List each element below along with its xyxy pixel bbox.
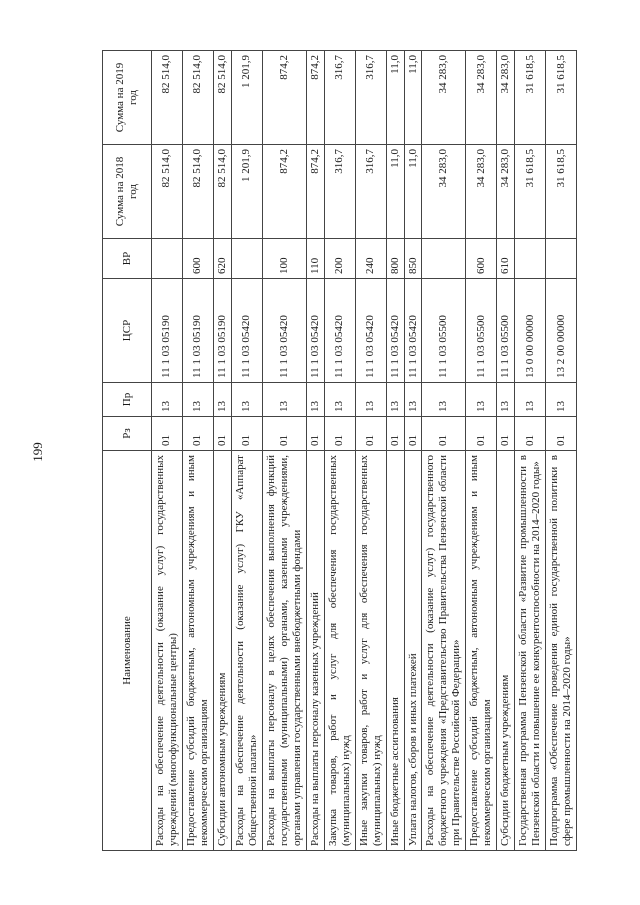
cell-name: Субсидии автономным учреждениям — [213, 451, 231, 851]
cell-sum-2018: 82 514,0 — [182, 145, 213, 239]
cell-rz: 01 — [497, 417, 515, 451]
header-rz: Рз — [103, 417, 152, 451]
cell-name: Расходы на обеспечение деятельности (оказание услуг) государственного бюджетного учреждения «Представительство Правительства Пензенской области при Правительстве Российской Федерации» — [422, 451, 466, 851]
cell-name: Уплата налогов, сборов и иных платежей — [404, 451, 422, 851]
cell-pr: 13 — [466, 383, 497, 417]
cell-rz: 01 — [231, 417, 262, 451]
cell-pr: 13 — [213, 383, 231, 417]
cell-rz: 01 — [386, 417, 404, 451]
cell-sum-2019: 316,7 — [324, 51, 355, 145]
table-row — [262, 51, 306, 851]
cell-sum-2018: 874,2 — [306, 145, 324, 239]
cell-sum-2018: 11,0 — [386, 145, 404, 239]
cell-vr — [231, 239, 262, 279]
cell-pr: 13 — [324, 383, 355, 417]
cell-rz: 01 — [182, 417, 213, 451]
cell-name: Предоставление субсидий бюджетным, автономным учреждениям и иным некоммерческим организациям — [466, 451, 497, 851]
cell-csr: 11 1 03 05500 — [497, 279, 515, 383]
table-row — [386, 51, 404, 851]
header-csr: ЦСР — [103, 279, 152, 383]
cell-sum-2018: 316,7 — [355, 145, 386, 239]
table-row — [404, 51, 422, 851]
cell-rz: 01 — [262, 417, 306, 451]
cell-csr: 11 1 03 05500 — [422, 279, 466, 383]
cell-name: Расходы на выплаты персоналу казенных учреждений — [306, 451, 324, 851]
table-row — [355, 51, 386, 851]
cell-vr: 800 — [386, 239, 404, 279]
cell-rz: 01 — [466, 417, 497, 451]
cell-name: Субсидии бюджетным учреждениям — [497, 451, 515, 851]
cell-csr: 11 1 03 05190 — [213, 279, 231, 383]
header-pr: Пр — [103, 383, 152, 417]
cell-csr: 13 2 00 00000 — [546, 279, 577, 383]
cell-sum-2019: 874,2 — [306, 51, 324, 145]
cell-pr: 13 — [497, 383, 515, 417]
cell-vr: 240 — [355, 239, 386, 279]
cell-sum-2018: 316,7 — [324, 145, 355, 239]
cell-rz: 01 — [422, 417, 466, 451]
cell-sum-2019: 1 201,9 — [231, 51, 262, 145]
cell-sum-2019: 34 283,0 — [422, 51, 466, 145]
cell-pr: 13 — [231, 383, 262, 417]
cell-rz: 01 — [152, 417, 183, 451]
cell-sum-2019: 34 283,0 — [466, 51, 497, 145]
cell-vr — [515, 239, 546, 279]
cell-csr: 11 1 03 05420 — [306, 279, 324, 383]
cell-vr — [422, 239, 466, 279]
cell-csr: 11 1 03 05190 — [182, 279, 213, 383]
cell-name: Государственная программа Пензенской области «Развитие промышленности в Пензенской области и повышение ее конкурентоспособности на 2014–2020 годы» — [515, 451, 546, 851]
cell-sum-2019: 31 618,5 — [515, 51, 546, 145]
cell-rz: 01 — [213, 417, 231, 451]
cell-name: Расходы на обеспечение деятельности (оказание услуг) государственных учреждений (многофункциональные центры) — [152, 451, 183, 851]
cell-rz: 01 — [324, 417, 355, 451]
cell-csr: 11 1 03 05190 — [152, 279, 183, 383]
cell-sum-2018: 82 514,0 — [152, 145, 183, 239]
cell-name: Расходы на выплаты персоналу в целях обеспечения выполнения функций государственными (муниципальными) органами, казенными учреждениями, органами управления государственными внебюджетными фондами — [262, 451, 306, 851]
cell-sum-2018: 1 201,9 — [231, 145, 262, 239]
cell-pr: 13 — [355, 383, 386, 417]
table-row — [182, 51, 213, 851]
cell-sum-2018: 34 283,0 — [422, 145, 466, 239]
cell-sum-2019: 11,0 — [386, 51, 404, 145]
cell-rz: 01 — [515, 417, 546, 451]
cell-sum-2019: 82 514,0 — [182, 51, 213, 145]
table-row — [306, 51, 324, 851]
table-row — [152, 51, 183, 851]
table-row — [497, 51, 515, 851]
cell-rz: 01 — [404, 417, 422, 451]
cell-name: Закупка товаров, работ и услуг для обеспечения государственных (муниципальных) нужд — [324, 451, 355, 851]
cell-vr: 100 — [262, 239, 306, 279]
cell-csr: 11 1 03 05420 — [386, 279, 404, 383]
table-row — [213, 51, 231, 851]
cell-name: Предоставление субсидий бюджетным, автономным учреждениям и иным некоммерческим организациям — [182, 451, 213, 851]
cell-pr: 13 — [515, 383, 546, 417]
cell-csr: 11 1 03 05500 — [466, 279, 497, 383]
table-row — [231, 51, 262, 851]
cell-pr: 13 — [546, 383, 577, 417]
cell-sum-2019: 82 514,0 — [152, 51, 183, 145]
cell-sum-2019: 82 514,0 — [213, 51, 231, 145]
cell-name: Расходы на обеспечение деятельности (оказание услуг) ГКУ «Аппарат Общественной палаты» — [231, 451, 262, 851]
header-vr: ВР — [103, 239, 152, 279]
cell-sum-2019: 11,0 — [404, 51, 422, 145]
cell-pr: 13 — [404, 383, 422, 417]
cell-sum-2018: 34 283,0 — [466, 145, 497, 239]
cell-vr: 600 — [466, 239, 497, 279]
cell-pr: 13 — [422, 383, 466, 417]
cell-sum-2019: 31 618,5 — [546, 51, 577, 145]
cell-rz: 01 — [306, 417, 324, 451]
cell-pr: 13 — [262, 383, 306, 417]
cell-sum-2019: 34 283,0 — [497, 51, 515, 145]
cell-vr: 600 — [182, 239, 213, 279]
table-row — [515, 51, 546, 851]
cell-pr: 13 — [182, 383, 213, 417]
cell-csr: 13 0 00 00000 — [515, 279, 546, 383]
cell-sum-2019: 316,7 — [355, 51, 386, 145]
cell-pr: 13 — [152, 383, 183, 417]
cell-sum-2018: 874,2 — [262, 145, 306, 239]
table-header-row — [103, 51, 152, 851]
budget-table — [102, 50, 577, 851]
cell-csr: 11 1 03 05420 — [404, 279, 422, 383]
rotated-table-container — [102, 51, 630, 851]
table-row — [324, 51, 355, 851]
header-sum-2019: Сумма на 2019 год — [103, 51, 152, 145]
cell-sum-2018: 82 514,0 — [213, 145, 231, 239]
cell-vr: 200 — [324, 239, 355, 279]
cell-sum-2018: 31 618,5 — [546, 145, 577, 239]
cell-csr: 11 1 03 05420 — [231, 279, 262, 383]
cell-sum-2019: 874,2 — [262, 51, 306, 145]
cell-pr: 13 — [386, 383, 404, 417]
cell-name: Иные закупки товаров, работ и услуг для обеспечения государственных (муниципальных) нужд — [355, 451, 386, 851]
cell-csr: 11 1 03 05420 — [355, 279, 386, 383]
cell-sum-2018: 31 618,5 — [515, 145, 546, 239]
header-name: Наименование — [103, 451, 152, 851]
table-row — [546, 51, 577, 851]
cell-sum-2018: 34 283,0 — [497, 145, 515, 239]
table-row — [466, 51, 497, 851]
cell-vr — [152, 239, 183, 279]
cell-vr — [546, 239, 577, 279]
cell-vr: 110 — [306, 239, 324, 279]
cell-name: Подпрограмма «Обеспечение проведения единой государственной политики в сфере промышленности на 2014–2020 годы» — [546, 451, 577, 851]
cell-csr: 11 1 03 05420 — [324, 279, 355, 383]
cell-pr: 13 — [306, 383, 324, 417]
cell-csr: 11 1 03 05420 — [262, 279, 306, 383]
cell-vr: 610 — [497, 239, 515, 279]
cell-rz: 01 — [546, 417, 577, 451]
cell-rz: 01 — [355, 417, 386, 451]
cell-vr: 850 — [404, 239, 422, 279]
cell-vr: 620 — [213, 239, 231, 279]
cell-name: Иные бюджетные ассигнования — [386, 451, 404, 851]
header-sum-2018: Сумма на 2018 год — [103, 145, 152, 239]
page-number: 199 — [30, 442, 45, 462]
table-row — [422, 51, 466, 851]
cell-sum-2018: 11,0 — [404, 145, 422, 239]
